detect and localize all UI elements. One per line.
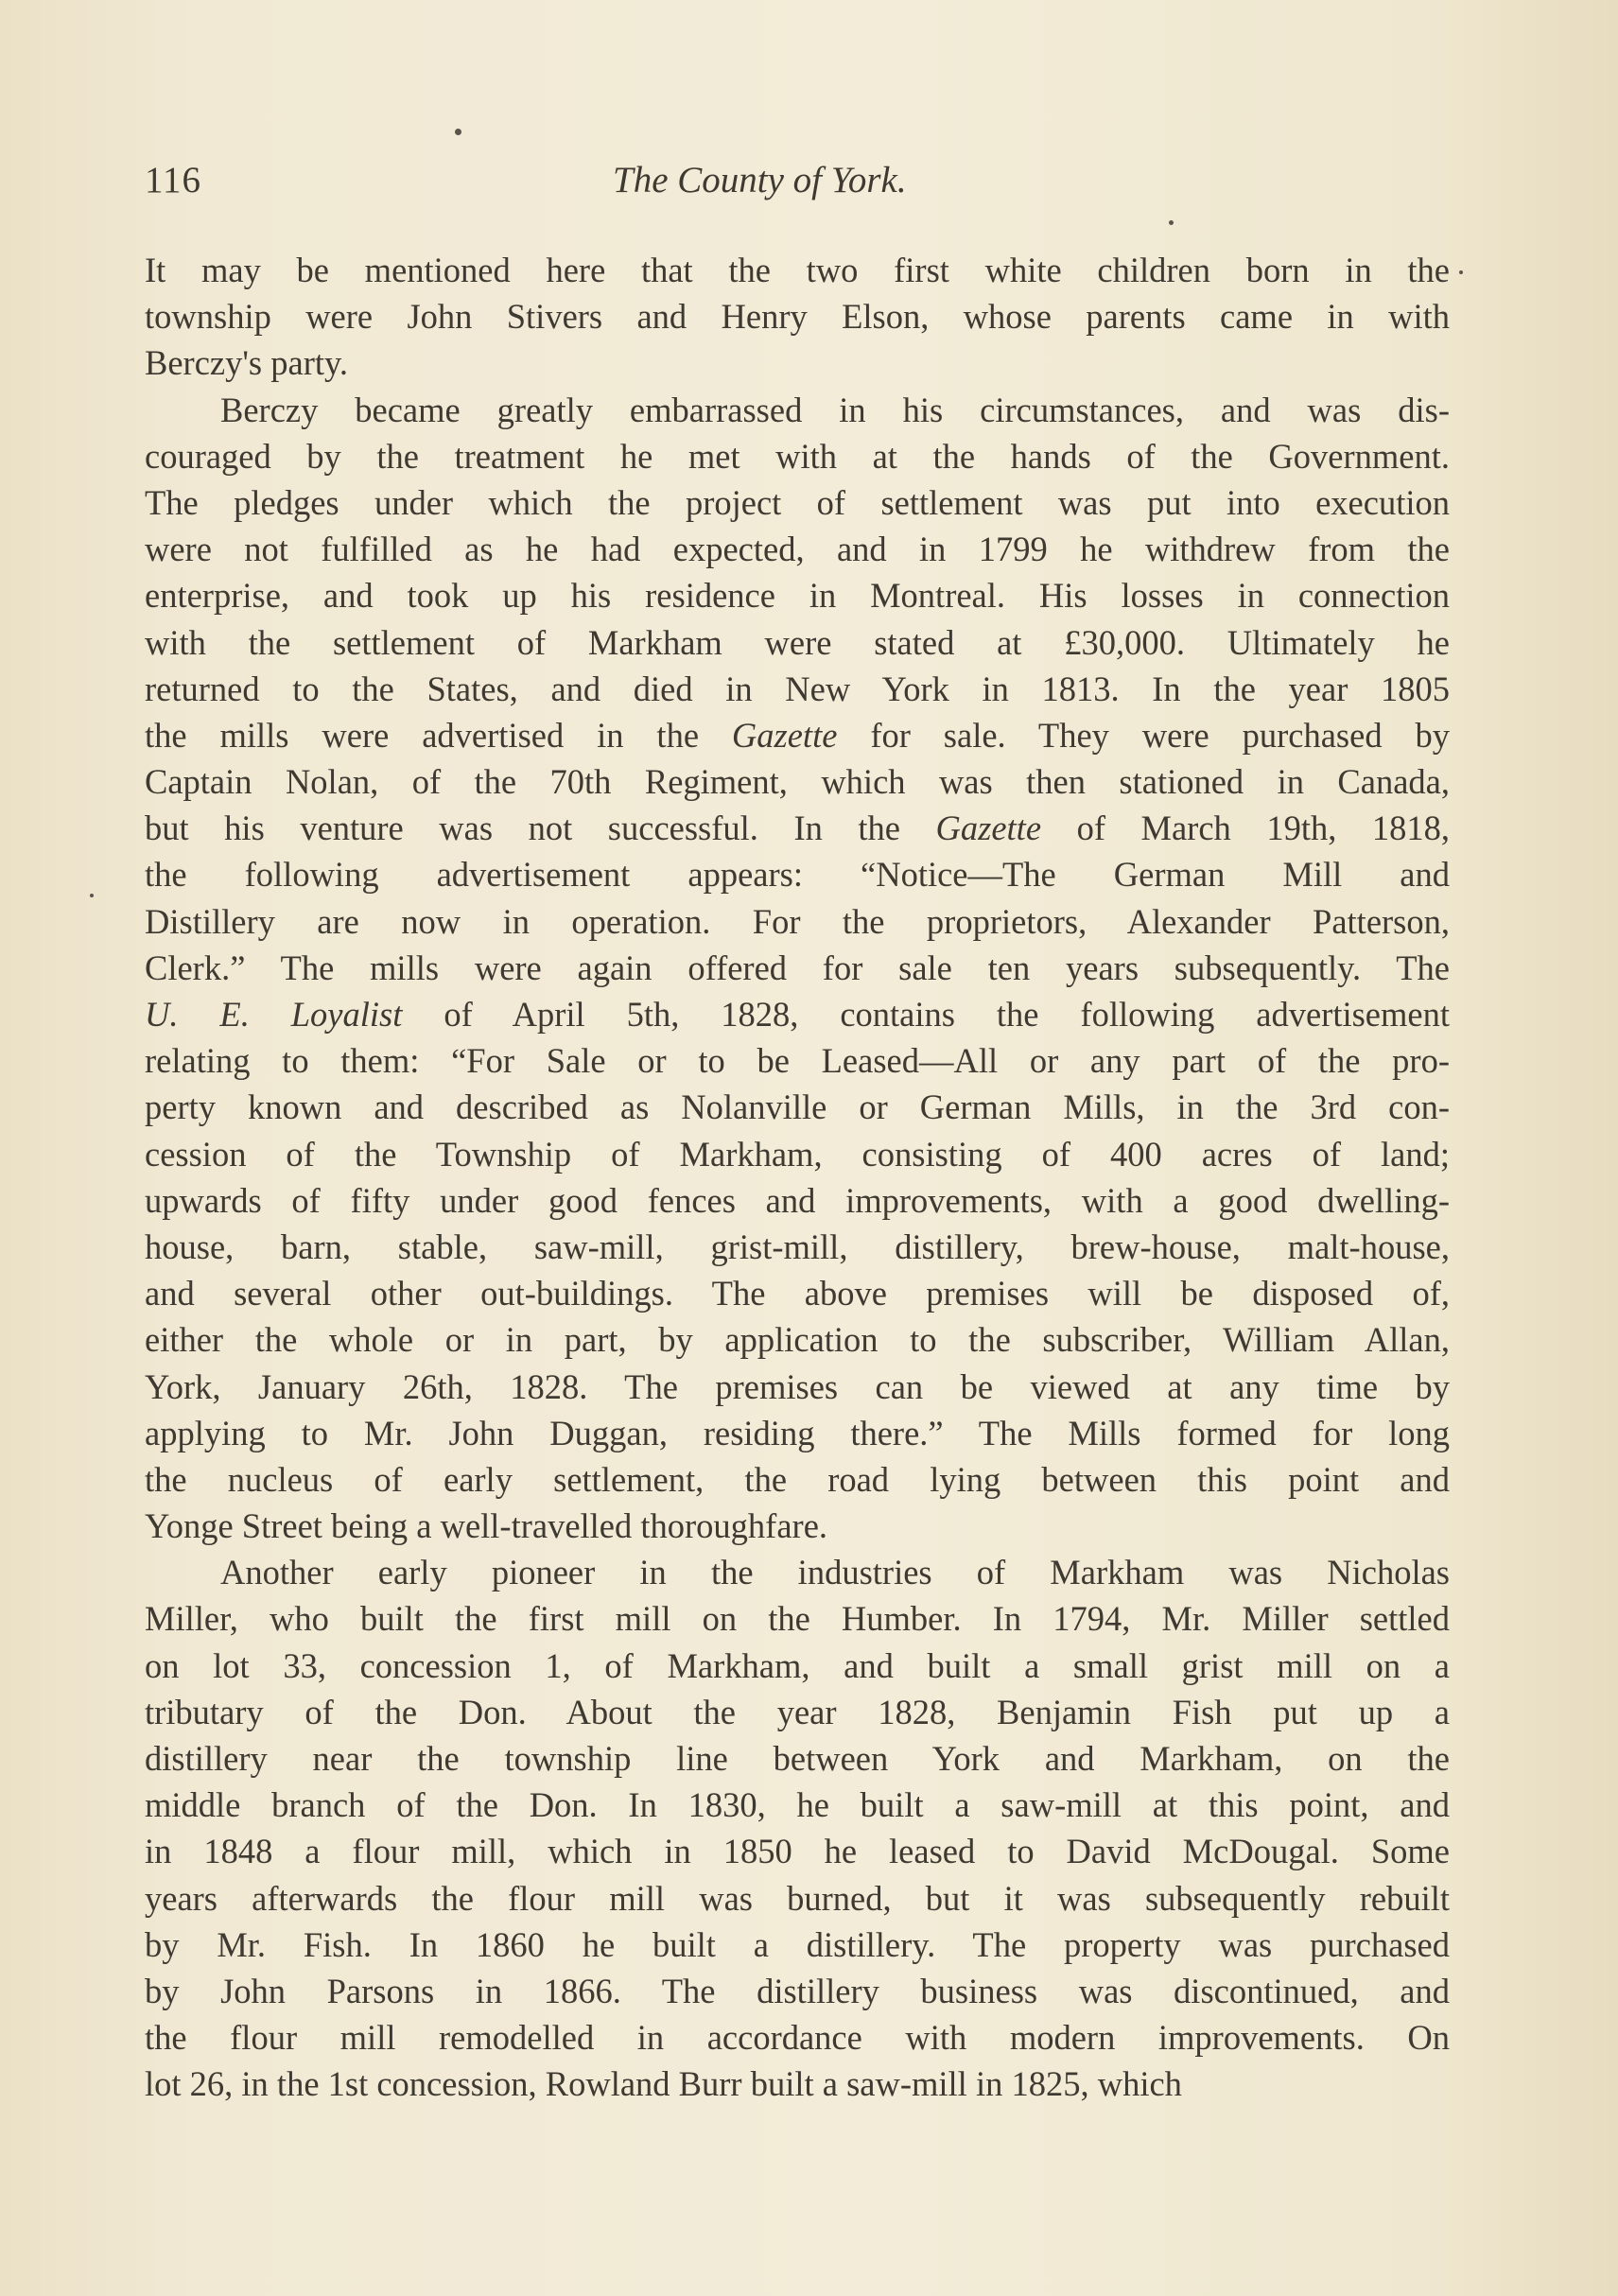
- text-segment: Yonge Street being a well-travelled thoroughfare.: [145, 1506, 828, 1546]
- text-segment: either the whole or in part, by application to the subscriber, William Allan,: [145, 1320, 1450, 1360]
- body-text: [145, 247, 1450, 2108]
- text-line: [145, 387, 1450, 433]
- text-line: [145, 1410, 1450, 1456]
- text-line: [145, 1503, 1450, 1549]
- text-line: [145, 1643, 1450, 1689]
- text-segment: on lot 33, concession 1, of Markham, and built a small grist mill on a: [145, 1645, 1450, 1685]
- paper-speck: [1459, 270, 1463, 274]
- text-segment: of March 19th, 1818,: [1041, 809, 1450, 848]
- text-line: [145, 945, 1450, 991]
- text-segment: perty known and described as Nolanville or German Mills, in the 3rd con-: [145, 1087, 1450, 1127]
- text-segment: Berczy's party.: [145, 343, 349, 383]
- text-line: [145, 2061, 1450, 2107]
- text-line: [145, 1735, 1450, 1782]
- text-segment: York, January 26th, 1828. The premises can be viewed at any time by: [145, 1366, 1450, 1406]
- text-segment: middle branch of the Don. In 1830, he built a saw-mill at this point, and: [145, 1785, 1450, 1825]
- text-segment: Miller, who built the first mill on the Humber. In 1794, Mr. Miller settled: [145, 1599, 1450, 1639]
- text-line: [145, 1782, 1450, 1828]
- text-line: [145, 2014, 1450, 2061]
- text-segment: distillery near the township line between York and Markham, on the: [145, 1739, 1450, 1778]
- text-line: [145, 1177, 1450, 1224]
- text-line: [145, 247, 1450, 293]
- text-segment: applying to Mr. John Duggan, residing there.” The Mills formed for long: [145, 1413, 1450, 1452]
- text-segment: relating to them: “For Sale or to be Leased—All or any part of the pro-: [145, 1041, 1450, 1081]
- text-line: [145, 1875, 1450, 1922]
- text-line: [145, 1364, 1450, 1410]
- text-segment: tributary of the Don. About the year 1828, Benjamin Fish put up a: [145, 1692, 1450, 1731]
- text-line: [145, 479, 1450, 526]
- text-segment: township were John Stivers and Henry Elson, whose parents came in with: [145, 297, 1450, 337]
- text-line: [145, 619, 1450, 666]
- text-segment: house, barn, stable, saw-mill, grist-mill, distillery, brew-house, malt-house,: [145, 1226, 1450, 1266]
- text-line: [145, 898, 1450, 945]
- text-segment: returned to the States, and died in New York in 1813. In the year 1805: [145, 669, 1450, 708]
- text-line: [145, 433, 1450, 479]
- text-line: [145, 1922, 1450, 1968]
- text-segment: The pledges under which the project of settlement was put into execution: [145, 482, 1450, 522]
- text-segment: Captain Nolan, of the 70th Regiment, which was then stationed in Canada,: [145, 762, 1450, 802]
- text-line: [145, 805, 1450, 851]
- text-segment: cession of the Township of Markham, consisting of 400 acres of land;: [145, 1134, 1450, 1174]
- text-line: [145, 293, 1450, 339]
- text-segment: were not fulfilled as he had expected, and in 1799 he withdrew from the: [145, 530, 1450, 569]
- text-segment: years afterwards the flour mill was burned, but it was subsequently rebuilt: [145, 1878, 1450, 1918]
- text-segment: the following advertisement appears: “Notice—The German Mill and: [145, 855, 1450, 895]
- text-line: [145, 758, 1450, 805]
- text-line: [145, 1549, 1450, 1595]
- text-segment: couraged by the treatment he met with at the hands of the Government.: [145, 436, 1450, 476]
- text-line: [145, 1595, 1450, 1642]
- paper-speck: [90, 894, 94, 897]
- italic-text-segment: Gazette: [731, 715, 838, 755]
- text-segment: for sale. They were purchased by: [837, 715, 1450, 755]
- paper-speck: [1169, 220, 1174, 225]
- text-segment: the mills were advertised in the: [145, 715, 732, 755]
- text-segment: of April 5th, 1828, contains the following advertisement: [402, 995, 1450, 1034]
- text-segment: enterprise, and took up his residence in Montreal. His losses in connection: [145, 576, 1450, 616]
- page-number: 116: [145, 160, 202, 200]
- text-line: [145, 991, 1450, 1037]
- text-segment: by Mr. Fish. In 1860 he built a distillery. The property was purchased: [145, 1924, 1450, 1964]
- text-line: [145, 1224, 1450, 1270]
- text-line: [145, 339, 1450, 386]
- text-line: [145, 1456, 1450, 1503]
- text-line: [145, 1968, 1450, 2014]
- text-segment: the nucleus of early settlement, the road lying between this point and: [145, 1459, 1450, 1499]
- text-line: [145, 1037, 1450, 1084]
- text-segment: Clerk.” The mills were again offered for sale ten years subsequently. The: [145, 948, 1450, 987]
- italic-text-segment: U. E. Loyalist: [145, 995, 403, 1034]
- text-segment: lot 26, in the 1st concession, Rowland Burr built a saw-mill in 1825, which: [145, 2064, 1182, 2104]
- paper-speck: [455, 129, 461, 135]
- text-segment: Distillery are now in operation. For the proprietors, Alexander Patterson,: [145, 901, 1450, 941]
- text-line: [145, 1084, 1450, 1130]
- text-segment: by John Parsons in 1866. The distillery business was discontinued, and: [145, 1971, 1450, 2010]
- page-header: [145, 159, 1450, 216]
- text-line: [145, 666, 1450, 712]
- text-segment: the flour mill remodelled in accordance with modern improvements. On: [145, 2018, 1450, 2058]
- text-segment: but his venture was not successful. In the: [145, 809, 936, 848]
- text-segment: Berczy became greatly embarrassed in his circumstances, and was dis-: [220, 390, 1450, 429]
- text-segment: upwards of fifty under good fences and improvements, with a good dwelling-: [145, 1180, 1450, 1220]
- text-line: [145, 712, 1450, 758]
- text-segment: in 1848 a flour mill, which in 1850 he leased to David McDougal. Some: [145, 1832, 1450, 1871]
- text-segment: with the settlement of Markham were stated at £30,000. Ultimately he: [145, 622, 1450, 662]
- text-segment: and several other out-buildings. The above premises will be disposed of,: [145, 1274, 1450, 1313]
- text-segment: Another early pioneer in the industries of Markham was Nicholas: [220, 1553, 1450, 1592]
- italic-text-segment: Gazette: [935, 809, 1042, 848]
- text-line: [145, 1270, 1450, 1316]
- running-title: The County of York.: [613, 160, 907, 200]
- text-line: [145, 1131, 1450, 1177]
- text-line: [145, 1828, 1450, 1874]
- text-line: [145, 1689, 1450, 1735]
- text-line: [145, 1316, 1450, 1363]
- text-segment: It may be mentioned here that the two first white children born in the: [145, 251, 1450, 289]
- text-line: [145, 572, 1450, 618]
- text-line: [145, 526, 1450, 572]
- text-line: [145, 851, 1450, 897]
